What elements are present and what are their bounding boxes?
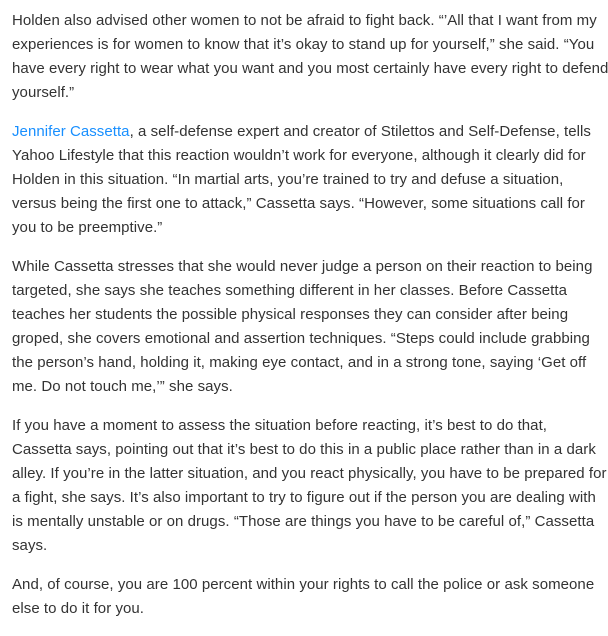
text-line: you to be preemptive.” [12, 219, 163, 236]
text-fragment: , a self-defense expert and creator of Stilettos and Self-Defense, tells [129, 123, 591, 140]
text-line: If you have a moment to assess the situation before reacting, it’s best to do that, [12, 417, 548, 434]
text-line [12, 120, 608, 144]
text-line: Yahoo Lifestyle that this reaction wouldn’t work for everyone, although it clearly did for [12, 147, 586, 164]
text-line: have every right to wear what you want and you most certainly have every right to defend [12, 60, 608, 77]
text-line: experiences is for women to know that it’s okay to stand up for yourself,” she said. “You [12, 36, 595, 53]
text-line: While Cassetta stresses that she would never judge a person on their reaction to being [12, 258, 593, 275]
text-line: alley. If you’re in the latter situation, and you react physically, you have to be prepared for [12, 465, 607, 482]
text-line: versus being the first one to attack,” Cassetta says. “However, some situations call for [12, 195, 585, 212]
text-line: teaches her students the possible physical responses they can consider after being [12, 306, 569, 323]
text-line: the person’s hand, holding it, making eye contact, and in a strong tone, saying ‘Get off [12, 354, 587, 371]
text-line: Holden in this situation. “In martial arts, you’re trained to try and defuse a situation, [12, 171, 564, 188]
article-body [12, 9, 608, 636]
paragraph-call-police [12, 573, 608, 621]
paragraph-cassetta-classes [12, 255, 608, 399]
text-line: yourself.” [12, 84, 75, 101]
text-line: me. Do not touch me,’” she says. [12, 378, 233, 395]
text-line: a fight, she says. It’s also important to try to figure out if the person you are dealing with [12, 489, 596, 506]
text-line: says. [12, 537, 48, 554]
paragraph-holden-advice [12, 9, 608, 105]
text-line: else to do it for you. [12, 600, 145, 617]
text-line: Cassetta says, pointing out that it’s best to do this in a public place rather than in a dark [12, 441, 596, 458]
paragraph-cassetta-intro [12, 120, 608, 240]
link-jennifer-cassetta[interactable]: Jennifer Cassetta [12, 123, 130, 140]
paragraph-assess-situation [12, 414, 608, 558]
text-line: And, of course, you are 100 percent within your rights to call the police or ask someone [12, 576, 595, 593]
text-line: targeted, she says she teaches something different in her classes. Before Cassetta [12, 282, 567, 299]
text-line: groped, she covers emotional and assertion techniques. “Steps could include grabbing [12, 330, 590, 347]
text-line: Holden also advised other women to not be afraid to fight back. “’All that I want from my [12, 12, 597, 29]
text-line: is mentally unstable or on drugs. “Those are things you have to be careful of,” Cassetta [12, 513, 595, 530]
